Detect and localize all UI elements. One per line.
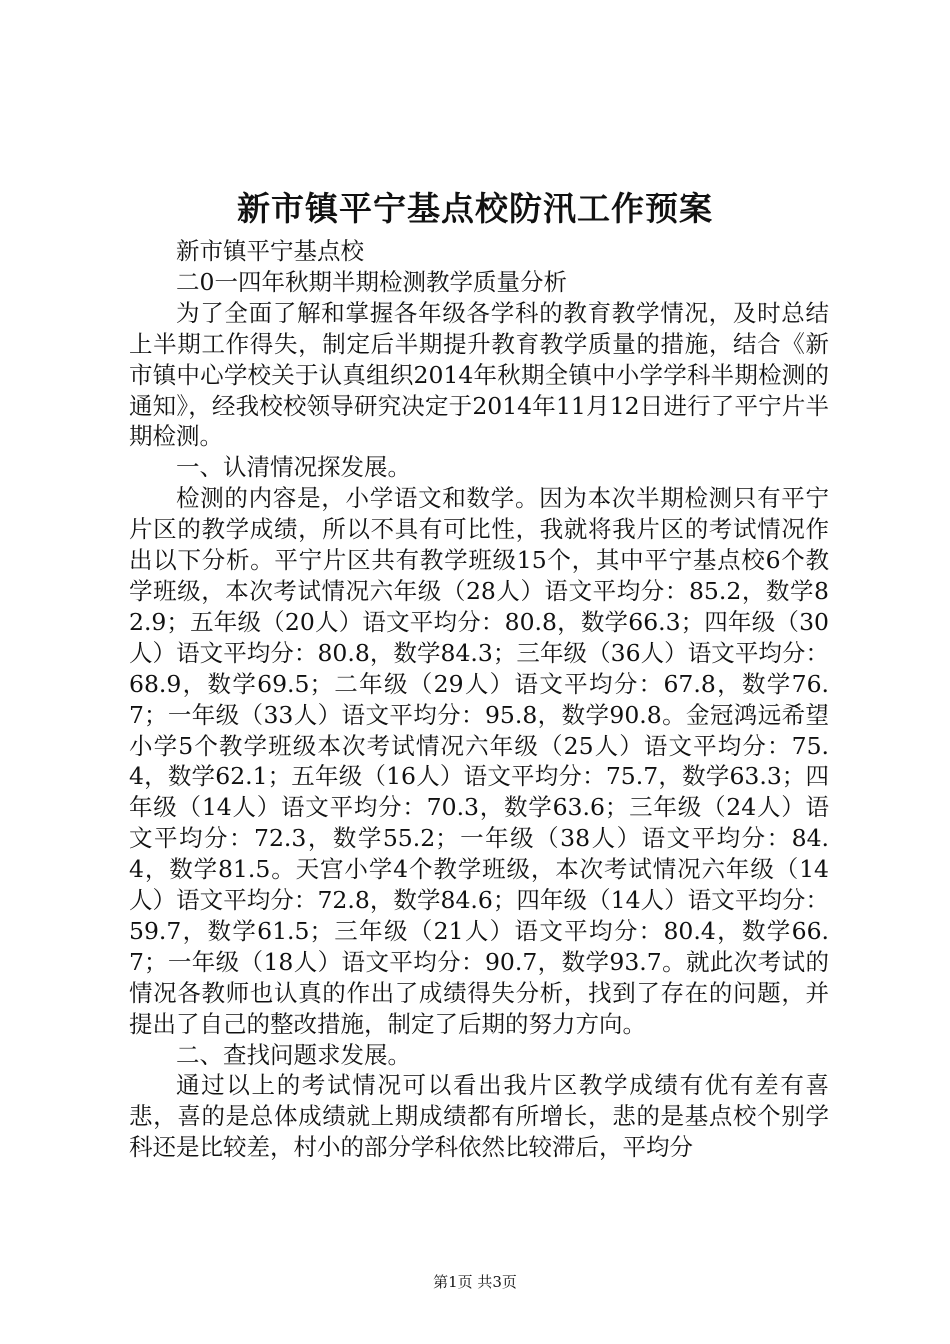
problems-paragraph: 通过以上的考试情况可以看出我片区教学成绩有优有差有喜悲，喜的是总体成绩就上期成绩都有所增长，悲的是基点校个别学科还是比较差，村小的部分学科依然比较滞后，平均分 — [129, 1071, 829, 1162]
school-name-line: 新市镇平宁基点校 — [176, 237, 364, 265]
results-paragraph: 检测的内容是，小学语文和数学。因为本次半期检测只有平宁片区的教学成绩，所以不具有可比性，我就将我片区的考试情况作出以下分析。平宁片区共有教学班级15个，其中平宁基点校6个教学班级，本次考试情况六年级（28人）语文平均分：85.2，数学82.9；五年级（20人）语文平均分：80.8，数学66.3；四年级（30人）语文平均分：80.8，数学84.3；三年级（36人）语文平均分：68.9，数学69.5；二年级（29人）语文平均分：67.8，数学76.7；一年级（33人）语文平均分：95.8，数学90.8。金冠鸿远希望小学5个教学班级本次考试情况六年级（25人）语文平均分：75.4，数学62.1；五年级（16人）语文平均分：75.7，数学63.3；四年级（14人）语文平均分：70.3，数学63.6；三年级（24人）语文平均分：72.3，数学55.2；一年级（38人）语文平均分：84.4，数学81.5。天宫小学4个教学班级，本次考试情况六年级（14人）语文平均分：72.8，数学84.6；四年级（14人）语文平均分：59.7，数学61.5；三年级（21人）语文平均分：80.4，数学66.7；一年级（18人）语文平均分：90.7，数学93.7。就此次考试的情况各教师也认真的作出了成绩得失分析，找到了存在的问题，并提出了自己的整改措施，制定了后期的努力方向。 — [129, 484, 829, 1038]
section-heading-1: 一、认清情况探发展。 — [176, 453, 411, 482]
intro-paragraph: 为了全面了解和掌握各年级各学科的教育教学情况，及时总结上半期工作得失，制定后半期提升教育教学质量的措施，结合《新市镇中心学校关于认真组织2014年秋期全镇中小学学科半期检测的通知》，经我校校领导研究决定于2014年11月12日进行了平宁片半期检测。 — [129, 298, 829, 451]
subtitle-line: 二0一四年秋期半期检测教学质量分析 — [176, 267, 567, 296]
section-heading-2: 二、查找问题求发展。 — [176, 1040, 411, 1069]
page-footer: 第1页 共3页 — [433, 1273, 517, 1291]
document-body — [129, 236, 829, 1163]
document-title: 新市镇平宁基点校防汛工作预案 — [237, 189, 713, 228]
